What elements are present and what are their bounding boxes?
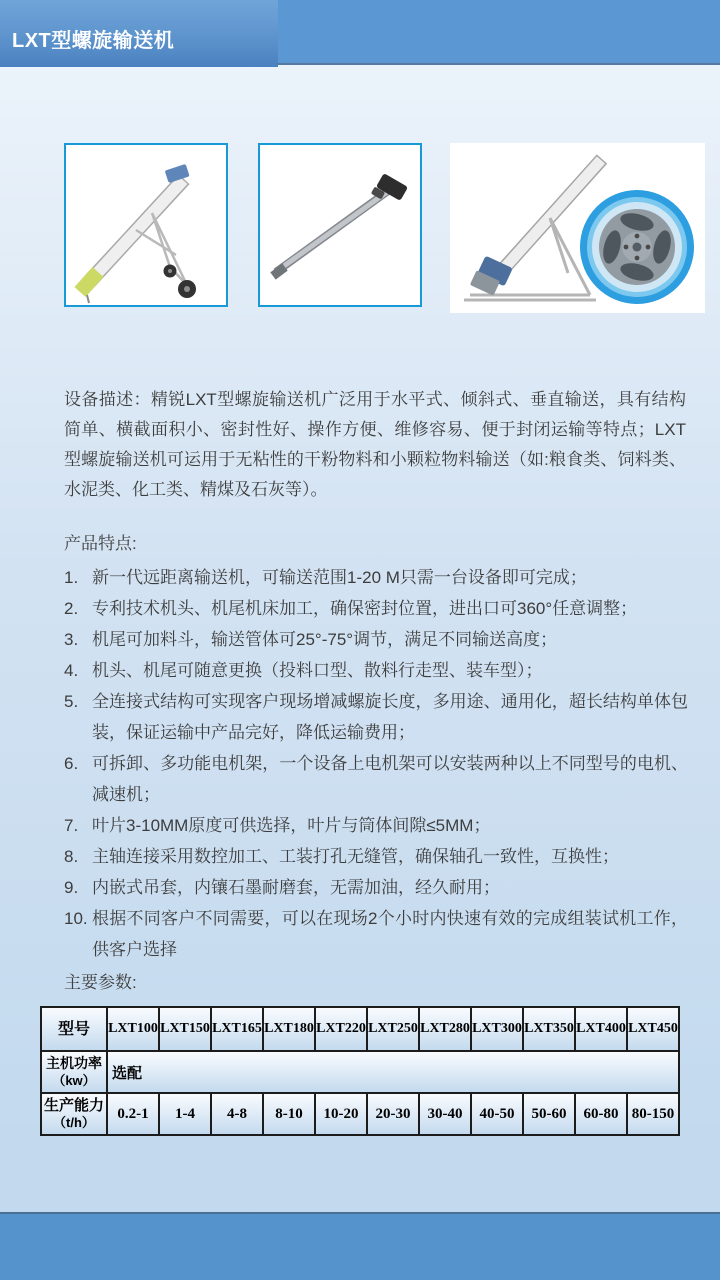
model-cell: LXT300 <box>471 1007 523 1051</box>
feature-item <box>64 562 688 593</box>
product-photo-tripod-conveyor <box>64 143 228 307</box>
product-photo-inclined-conveyor-with-wheel <box>450 143 705 313</box>
feature-number: 9. <box>64 878 79 897</box>
feature-number: 3. <box>64 630 79 649</box>
product-photo-tube-conveyor <box>258 143 422 307</box>
capacity-cell: 20-30 <box>367 1093 419 1135</box>
tripod-screw-conveyor-icon <box>66 145 226 305</box>
model-header-row <box>41 1007 679 1051</box>
capacity-unit: （t/h） <box>53 1115 95 1130</box>
header-bar <box>0 0 720 65</box>
feature-number: 10. <box>64 909 88 928</box>
feature-text: 全连接式结构可实现客户现场增减螺旋长度，多用途、通用化，超长结构单体包装，保证运输中产品完好，降低运输费用； <box>92 692 688 742</box>
features-heading: 产品特点: <box>64 534 137 553</box>
model-cell: LXT165 <box>211 1007 263 1051</box>
inclined-conveyor-and-pulley-icon <box>450 143 705 313</box>
feature-text: 机头、机尾可随意更换（投料口型、散料行走型、装车型）； <box>92 661 543 680</box>
capacity-cell: 50-60 <box>523 1093 575 1135</box>
params-heading: 主要参数: <box>64 973 137 992</box>
capacity-row <box>41 1093 679 1135</box>
power-row <box>41 1051 679 1093</box>
tube-screw-conveyor-icon <box>260 145 420 305</box>
feature-item <box>64 593 688 624</box>
model-cell: LXT350 <box>523 1007 575 1051</box>
feature-item <box>64 903 688 965</box>
model-label-cell: 型号 <box>41 1007 107 1051</box>
specs-table <box>40 1006 680 1136</box>
model-cell: LXT220 <box>315 1007 367 1051</box>
feature-text: 可拆卸、多功能电机架，一个设备上电机架可以安装两种以上不同型号的电机、减速机； <box>92 754 688 804</box>
capacity-cell: 0.2-1 <box>107 1093 159 1135</box>
model-cell: LXT280 <box>419 1007 471 1051</box>
feature-item <box>64 748 688 810</box>
model-cell: LXT100 <box>107 1007 159 1051</box>
capacity-cell: 8-10 <box>263 1093 315 1135</box>
capacity-cell: 60-80 <box>575 1093 627 1135</box>
power-label: 主机功率 <box>46 1055 102 1071</box>
model-cell: LXT450 <box>627 1007 679 1051</box>
feature-item <box>64 624 688 655</box>
product-images-row <box>0 143 720 313</box>
capacity-label: 生产能力 <box>43 1097 104 1114</box>
page-title: LXT型螺旋输送机 <box>12 30 175 52</box>
capacity-cell: 30-40 <box>419 1093 471 1135</box>
feature-item <box>64 810 688 841</box>
feature-number: 1. <box>64 568 79 587</box>
feature-number: 7. <box>64 816 79 835</box>
feature-item <box>64 841 688 872</box>
feature-number: 2. <box>64 599 79 618</box>
power-unit: （kw） <box>52 1073 96 1088</box>
feature-number: 8. <box>64 847 79 866</box>
capacity-label-cell <box>41 1093 107 1135</box>
feature-text: 专利技术机头、机尾机床加工，确保密封位置，进出口可360°任意调整； <box>92 599 638 618</box>
power-label-cell <box>41 1051 107 1093</box>
device-description: 设备描述：精锐LXT型螺旋输送机广泛用于水平式、倾斜式、垂直输送，具有结构简单、横截面积小、密封性好、操作方便、维修容易、便于封闭运输等特点；LXT型螺旋输送机可运用于无粘性的干粉物料和小颗粒物料输送（如:粮食类、饲料类、水泥类、化工类、精煤及石灰等）。 <box>64 390 686 499</box>
page-title-tab <box>0 0 278 67</box>
model-cell: LXT400 <box>575 1007 627 1051</box>
features-section <box>64 527 688 965</box>
capacity-cell: 1-4 <box>159 1093 211 1135</box>
feature-text: 主轴连接采用数控加工、工装打孔无缝管，确保轴孔一致性，互换性； <box>92 847 619 866</box>
capacity-cell: 80-150 <box>627 1093 679 1135</box>
capacity-cell: 10-20 <box>315 1093 367 1135</box>
feature-text: 内嵌式吊套，内镶石墨耐磨套，无需加油，经久耐用； <box>92 878 500 897</box>
feature-item <box>64 872 688 903</box>
feature-number: 4. <box>64 661 79 680</box>
model-cell: LXT150 <box>159 1007 211 1051</box>
model-cell: LXT180 <box>263 1007 315 1051</box>
feature-text: 根据不同客户不同需要，可以在现场2个小时内快速有效的完成组装试机工作，供客户选择 <box>92 909 688 959</box>
power-value-cell: 选配 <box>107 1051 679 1093</box>
feature-item <box>64 686 688 748</box>
feature-text: 叶片3-10MM原度可供选择，叶片与筒体间隙≤5MM； <box>92 816 491 835</box>
model-cell: LXT250 <box>367 1007 419 1051</box>
feature-number: 6. <box>64 754 79 773</box>
feature-text: 机尾可加料斗，输送管体可25°-75°调节，满足不同输送高度； <box>92 630 558 649</box>
feature-item <box>64 655 688 686</box>
footer-bar <box>0 1212 720 1280</box>
feature-text: 新一代远距离输送机，可输送范围1-20 M只需一台设备即可完成； <box>92 568 587 587</box>
capacity-cell: 4-8 <box>211 1093 263 1135</box>
feature-number: 5. <box>64 692 79 711</box>
capacity-cell: 40-50 <box>471 1093 523 1135</box>
